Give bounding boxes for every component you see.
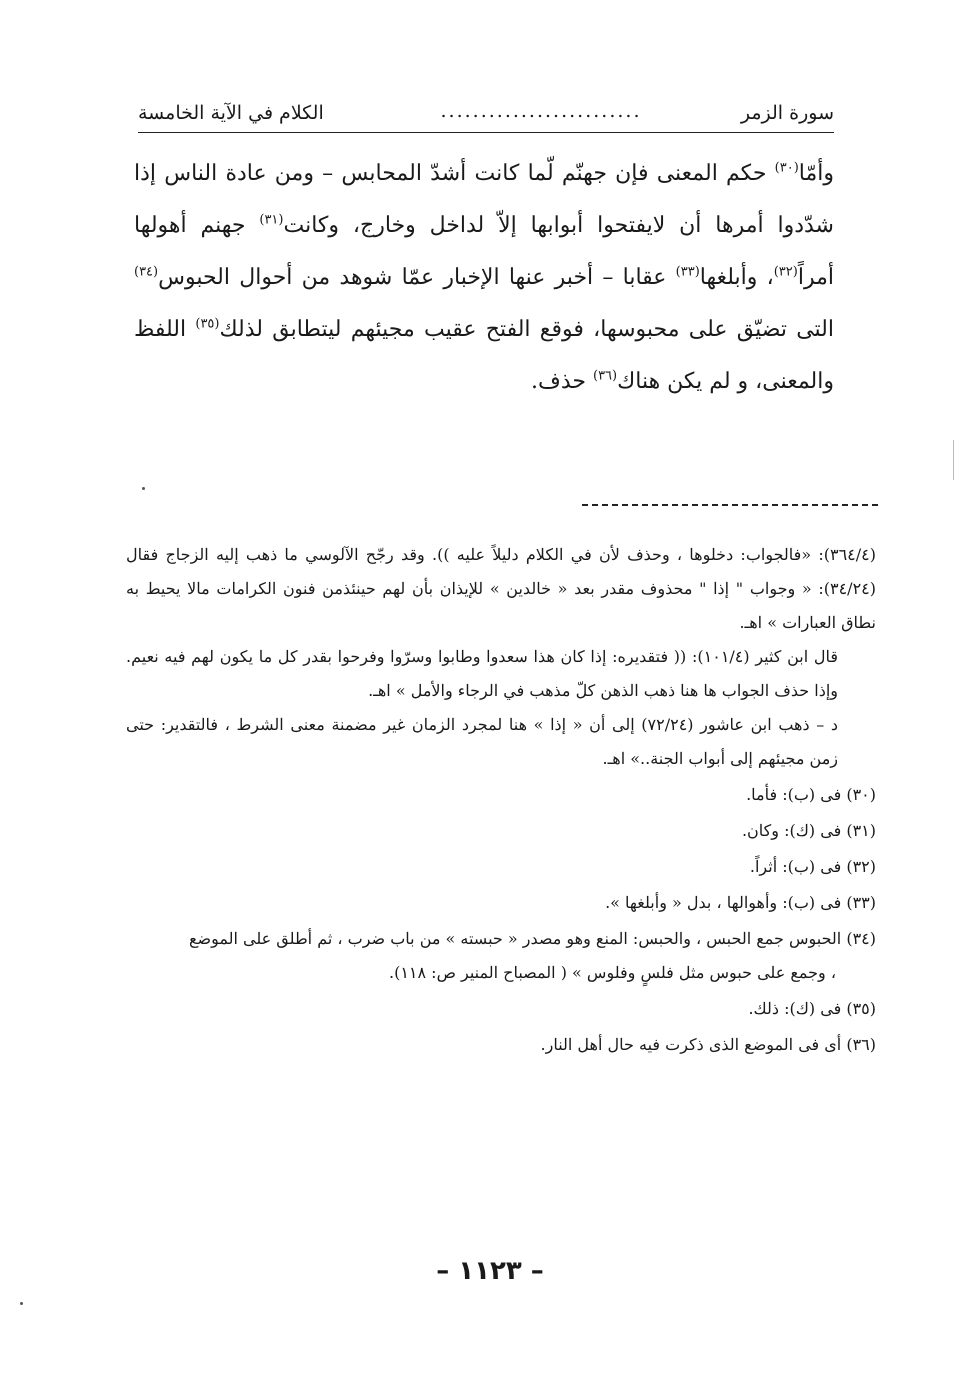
scan-speck xyxy=(20,1302,23,1305)
footnote-ref: (٣٦) xyxy=(592,368,618,384)
body-text-run: حذف. xyxy=(531,369,593,394)
main-body-text xyxy=(134,148,834,408)
body-text-run: اللفظ والمعنى، و لم يكن هناك xyxy=(134,317,834,394)
body-text-run: وأمّا xyxy=(798,161,834,186)
footnotes-section xyxy=(126,538,876,1062)
body-text-run: التى تضيّق على محبوسها، فوقع الفتح عقيب مجيئهم ليتطابق لذلك xyxy=(219,317,834,342)
body-text-run: عقابا – أخبر عنها الإخبار عمّا شوهد من أحوال الحبوس xyxy=(158,265,676,290)
footnote-line: (٣١) فى (ك): وكان. xyxy=(741,821,876,840)
footnote-ref: (٣٤) xyxy=(134,264,159,280)
footnote-ref: (٣١) xyxy=(259,212,284,228)
leader-dots: ......................... xyxy=(440,100,642,122)
footnote-line: د – ذهب ابن عاشور (٧٢/٢٤) إلى أن « إذا » هنا لمجرد الزمان غير مضمنة معنى الشرط ، فالتقدير: حتى زمن مجيئهم إلى أبواب الجنة..» اهـ. xyxy=(126,715,838,768)
footnote-ref: (٣٥) xyxy=(195,316,220,332)
body-text-run: حكم المعنى فإن جهنّم لّما كانت أشدّ المحابس – ومن عادة الناس إذا شدّدوا أمرها أن لايفتحوا أبوابها إلاّ لداخل وخارج، وكانت xyxy=(134,161,834,238)
footnote-line: (٣٢) فى (ب): أثراً. xyxy=(749,857,876,876)
body-text-run: جهنم أهولها أمراً xyxy=(134,213,834,290)
footnote-line: (٣٦٤/٤): «فالجواب: دخلوها ، وحذف لأن في الكلام دليلاً عليه )). وقد رجّح الآلوسي ما ذهب إليه الزجاج فقال (٣٤/٢٤): « وجواب " إذا " محذوف مقدر بعد « خالدين » للإيذان بأن لهم حينئذمن فنون الكرامات مالا يحيط به نطاق العبارات » اهـ. xyxy=(126,545,876,632)
footnote-line: (٣٠) فى (ب): فأما. xyxy=(746,785,876,804)
surah-title: سورة الزمر xyxy=(740,102,834,124)
section-title: الكلام في الآية الخامسة xyxy=(138,102,324,124)
footnote-line: (٣٥) فى (ك): ذلك. xyxy=(748,999,876,1018)
footnote-line: (٣٤) الحبوس جمع الحبس ، والحبس: المنع وهو مصدر « حبسته » من باب ضرب ، ثم أطلق على الموضع xyxy=(189,929,876,948)
footnote-ref: (٣٢) xyxy=(773,264,798,280)
scan-edge-line xyxy=(953,440,955,480)
footnote-line: (٣٣) فى (ب): وأهوالها ، بدل « وأبلغها ». xyxy=(605,893,876,912)
running-header xyxy=(138,96,834,133)
body-text-run: ، وأبلغها xyxy=(699,265,774,290)
footnote-divider xyxy=(582,504,878,506)
scan-speck xyxy=(142,487,145,490)
main-paragraph xyxy=(134,148,834,408)
footnote-line: (٣٦) أى فى الموضع الذى ذكرت فيه حال أهل النار. xyxy=(540,1035,876,1054)
footnote-line: ، وجمع على حبوس مثل فلسٍ وفلوس » ( المصباح المنير ص: ١١٨). xyxy=(388,963,836,982)
footnote-line: قال ابن كثير (١٠١/٤): (( فتقديره: إذا كان هذا سعدوا وطابوا وسرّوا وفرحوا بقدر كل ما يكون لهم فيه نعيم. وإذا حذف الجواب ها هنا ذهب الذهن كلّ مذهب في الرجاء والأمل » اهـ. xyxy=(126,647,839,700)
footnote-ref: (٣٣) xyxy=(675,264,700,280)
footnote-ref: (٣٠) xyxy=(774,160,799,176)
page-number: – ١١٢٣ – xyxy=(436,1256,544,1286)
